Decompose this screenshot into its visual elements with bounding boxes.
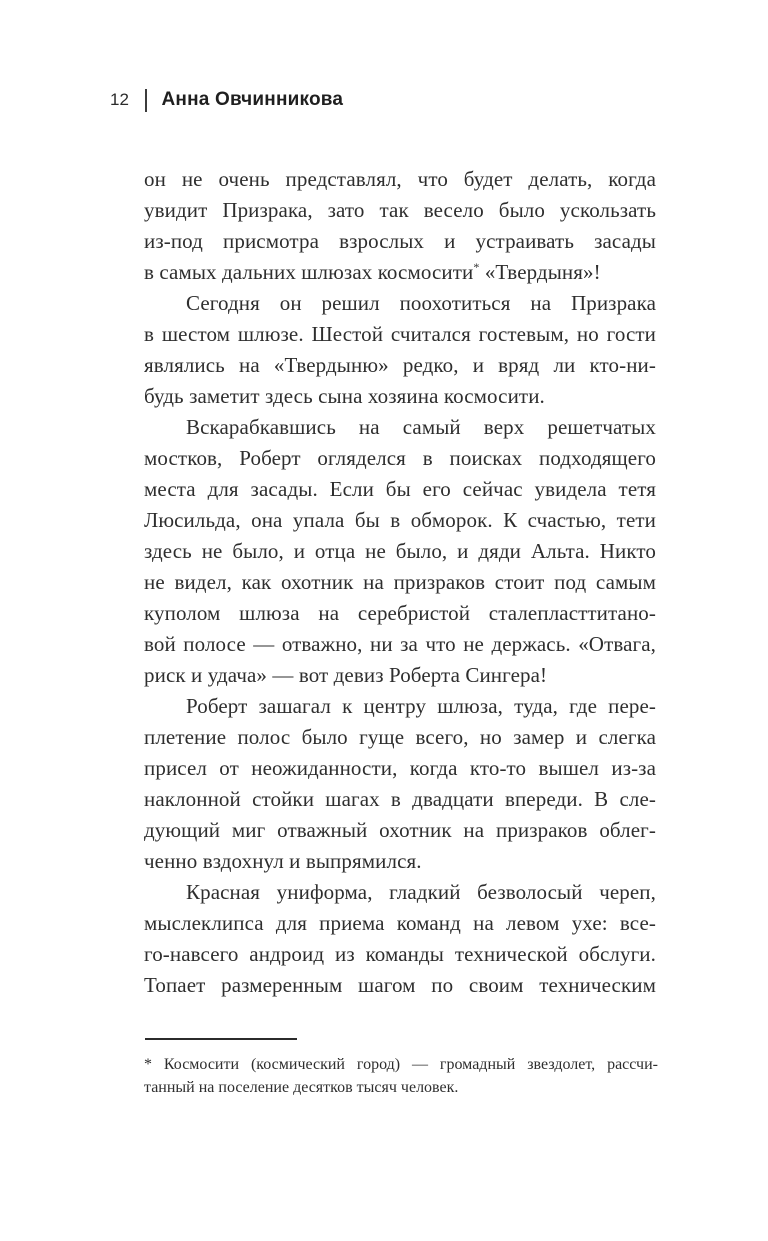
body-text xyxy=(144,164,656,1001)
text-line: го-навсего андроид из команды технической обслуги. xyxy=(144,942,656,966)
text-line: Роберт зашагал к центру шлюза, туда, где пере- xyxy=(186,694,656,718)
text-line: куполом шлюза на серебристой сталепласттитано- xyxy=(144,601,656,625)
text-line: Люсильда, она упала бы в обморок. К счастью, тети xyxy=(144,508,656,532)
text-line: наклонной стойки шагах в двадцати впереди. В сле- xyxy=(144,787,656,811)
text-line: в шестом шлюзе. Шестой считался гостевым, но гости xyxy=(144,322,656,346)
paragraph xyxy=(144,288,656,412)
text-line: Красная униформа, гладкий безволосый череп, xyxy=(186,880,656,904)
text-line: будь заметит здесь сына хозяина космосити. xyxy=(144,384,545,408)
author-name: Анна Овчинникова xyxy=(161,89,344,110)
paragraph xyxy=(144,877,656,1001)
paragraph xyxy=(144,691,656,877)
text-line: вой полосе — отважно, ни за что не держась. «Отвага, xyxy=(144,632,656,656)
page-number: 12 xyxy=(110,90,129,109)
text-line: увидит Призрака, зато так весело было ускользать xyxy=(144,198,656,222)
header-divider xyxy=(145,89,147,112)
text-line: не видел, как охотник на призраков стоит под самым xyxy=(144,570,656,594)
text-line: мостков, Роберт огляделся в поисках подходящего xyxy=(144,446,656,470)
running-header xyxy=(110,86,343,114)
text-line: здесь не было, и отца не было, и дяди Альта. Никто xyxy=(144,539,656,563)
text-line: ченно вздохнул и выпрямился. xyxy=(144,849,422,873)
footnote-separator xyxy=(145,1038,297,1040)
text-line: Топает размеренным шагом по своим техническим xyxy=(144,973,656,997)
text-line: в самых дальних шлюзах космосити* «Твердыня»! xyxy=(144,260,601,284)
text-line: являлись на «Твердыню» редко, и вряд ли кто-ни- xyxy=(144,353,656,377)
text-line: Сегодня он решил поохотиться на Призрака xyxy=(186,291,656,315)
footnote-line: * Космосити (космический город) — громадный звездолет, рассчи- xyxy=(144,1056,658,1073)
text-line: плетение полос было гуще всего, но замер и слегка xyxy=(144,725,656,749)
text-line: из-под присмотра взрослых и устраивать засады xyxy=(144,229,656,253)
text-line: мыслеклипса для приема команд на левом ухе: все- xyxy=(144,911,656,935)
text-line: места для засады. Если бы его сейчас увидела тетя xyxy=(144,477,656,501)
footnote xyxy=(144,1053,658,1099)
paragraph xyxy=(144,164,656,288)
footnote-line: танный на поселение десятков тысяч человек. xyxy=(144,1079,459,1096)
paragraph xyxy=(144,412,656,691)
footnote-marker: * xyxy=(473,260,480,274)
text-line: дующий миг отважный охотник на призраков облег- xyxy=(144,818,656,842)
text-line: Вскарабкавшись на самый верх решетчатых xyxy=(186,415,656,439)
text-line: риск и удача» — вот девиз Роберта Сингера! xyxy=(144,663,548,687)
text-line: присел от неожиданности, когда кто-то вышел из-за xyxy=(144,756,656,780)
text-line: он не очень представлял, что будет делать, когда xyxy=(144,167,656,191)
